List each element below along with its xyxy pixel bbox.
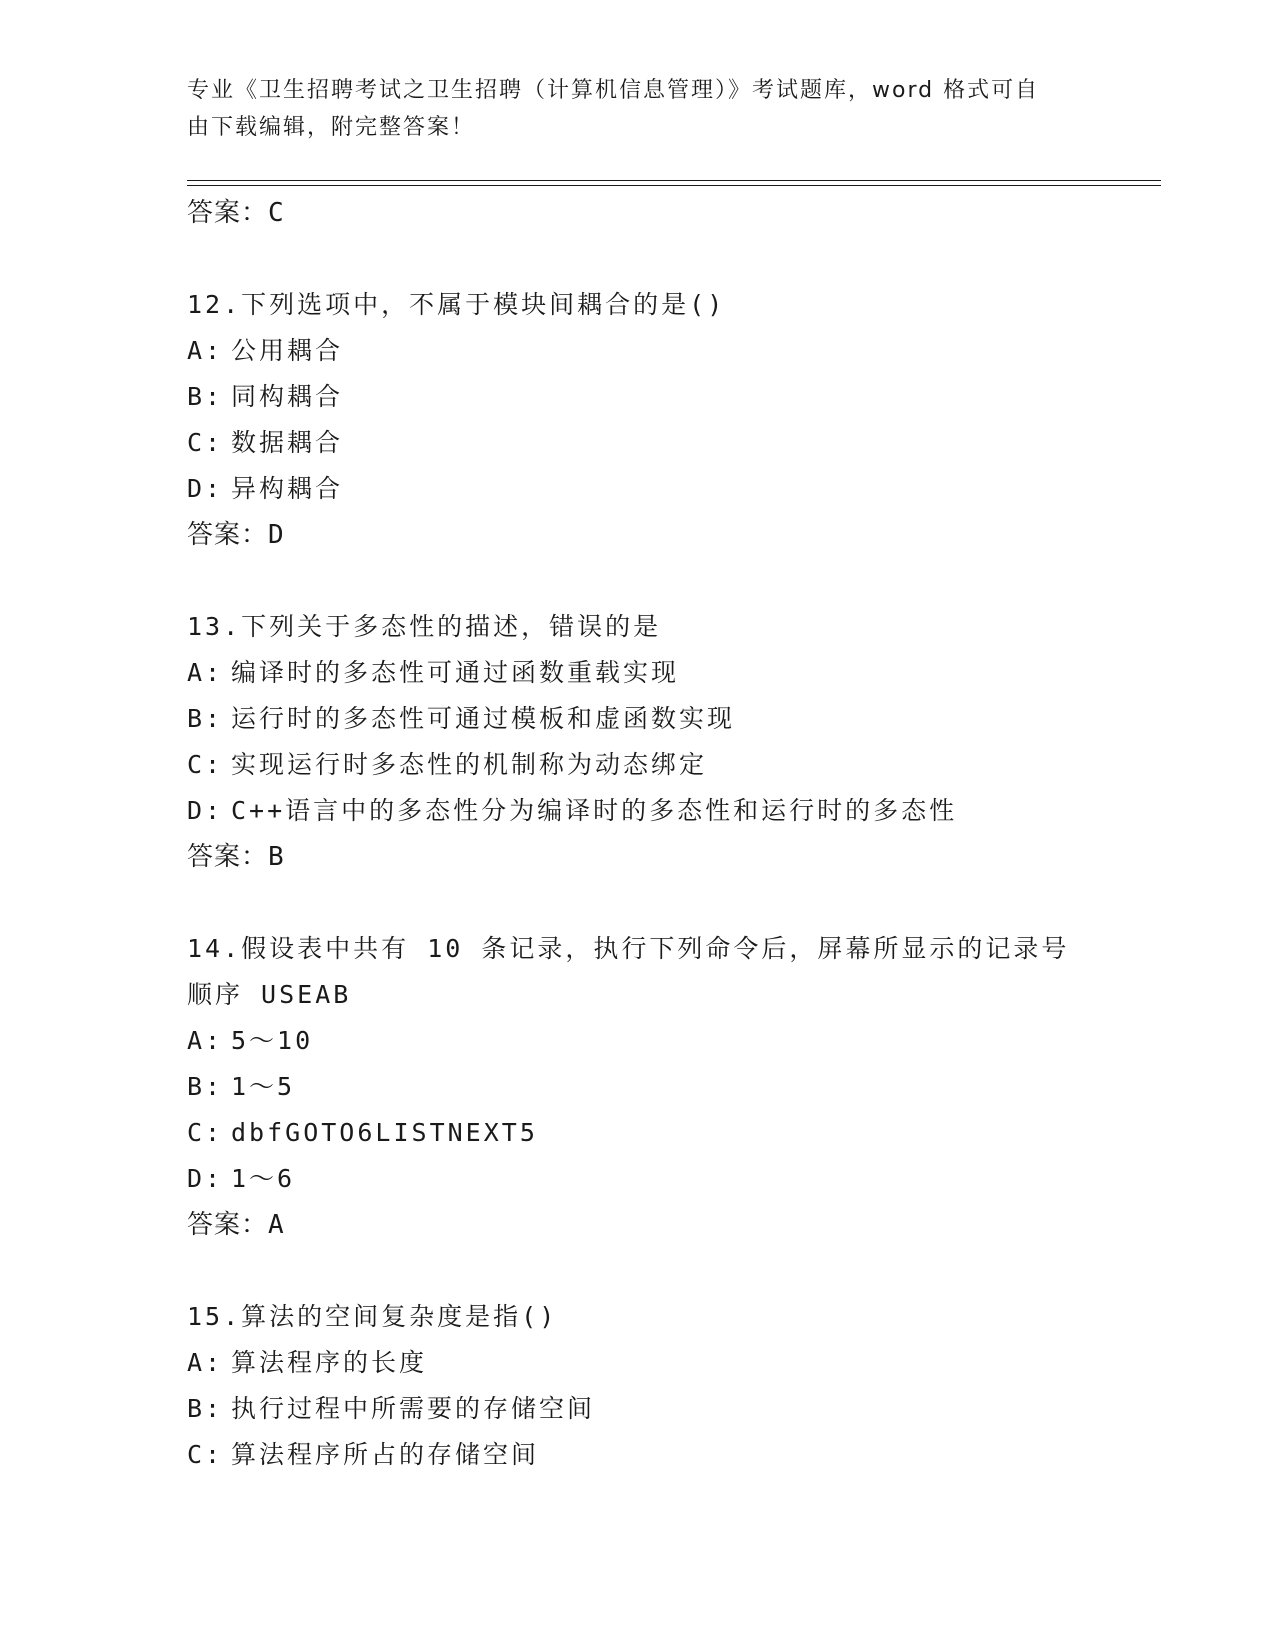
question-text: 14.假设表中共有 10 条记录，执行下列命令后，屏幕所显示的记录号 — [187, 934, 1070, 963]
answer-line — [187, 1202, 1157, 1248]
option-text: 实现运行时多态性的机制称为动态绑定 — [231, 750, 708, 779]
option-b — [187, 696, 1157, 742]
document-header — [187, 72, 1087, 146]
option-letter: B: — [187, 1394, 224, 1423]
option-c — [187, 1110, 1157, 1156]
option-letter: A: — [187, 336, 224, 365]
option-b — [187, 1386, 1157, 1432]
option-b — [187, 374, 1157, 420]
answer-value: D — [268, 520, 285, 550]
option-d — [187, 466, 1157, 512]
option-a — [187, 1018, 1157, 1064]
option-c — [187, 420, 1157, 466]
option-a — [187, 1340, 1157, 1386]
option-text: 同构耦合 — [231, 382, 344, 411]
option-letter: B: — [187, 704, 224, 733]
option-letter: C: — [187, 750, 224, 779]
answer-label: 答案： — [187, 842, 269, 872]
spacer — [187, 558, 1157, 604]
option-text: 1～5 — [231, 1072, 296, 1101]
option-text: C++语言中的多态性分为编译时的多态性和运行时的多态性 — [231, 796, 958, 825]
question-list — [187, 190, 1157, 1478]
option-c — [187, 742, 1157, 788]
answer-label: 答案： — [187, 1210, 269, 1240]
option-d — [187, 1156, 1157, 1202]
header-divider-top — [187, 180, 1161, 181]
answer-label: 答案： — [187, 520, 269, 550]
option-text: 异构耦合 — [231, 474, 344, 503]
option-letter: A: — [187, 1348, 224, 1377]
option-a — [187, 328, 1157, 374]
option-letter: D: — [187, 474, 224, 503]
option-text: 公用耦合 — [231, 336, 344, 365]
header-line-2: 由下载编辑，附完整答案！ — [187, 115, 476, 140]
option-text: 算法程序所占的存储空间 — [231, 1440, 540, 1469]
option-letter: A: — [187, 1026, 224, 1055]
answer-line — [187, 512, 1157, 558]
question-text: 15.算法的空间复杂度是指() — [187, 1302, 558, 1331]
option-letter: C: — [187, 1118, 224, 1147]
option-text: 5～10 — [231, 1026, 314, 1055]
option-text: 编译时的多态性可通过函数重载实现 — [231, 658, 680, 687]
option-text: 执行过程中所需要的存储空间 — [231, 1394, 596, 1423]
option-text: 1～6 — [231, 1164, 296, 1193]
header-divider-bottom — [187, 185, 1161, 186]
answer-label: 答案： — [187, 198, 269, 228]
option-b — [187, 1064, 1157, 1110]
option-text: 运行时的多态性可通过模板和虚函数实现 — [231, 704, 736, 733]
question-text: 12.下列选项中，不属于模块间耦合的是() — [187, 290, 726, 319]
option-letter: C: — [187, 428, 224, 457]
spacer — [187, 880, 1157, 926]
answer-value: B — [268, 842, 285, 872]
spacer — [187, 1248, 1157, 1294]
header-line-1: 专业《卫生招聘考试之卫生招聘（计算机信息管理）》考试题库，word 格式可自 — [187, 78, 1040, 103]
question-text: 13.下列关于多态性的描述，错误的是 — [187, 612, 662, 641]
option-letter: A: — [187, 658, 224, 687]
question-text-continued: 顺序 USEAB — [187, 980, 352, 1009]
option-letter: C: — [187, 1440, 224, 1469]
answer-value: A — [268, 1210, 285, 1240]
option-letter: B: — [187, 1072, 224, 1101]
answer-line — [187, 834, 1157, 880]
answer-value: C — [268, 198, 285, 228]
option-a — [187, 650, 1157, 696]
option-text: dbfGOTO6LISTNEXT5 — [231, 1118, 538, 1147]
option-text: 算法程序的长度 — [231, 1348, 428, 1377]
option-c — [187, 1432, 1157, 1478]
answer-line — [187, 190, 1157, 236]
spacer — [187, 236, 1157, 282]
option-letter: D: — [187, 1164, 224, 1193]
option-d — [187, 788, 1157, 834]
option-text: 数据耦合 — [231, 428, 344, 457]
option-letter: B: — [187, 382, 224, 411]
option-letter: D: — [187, 796, 224, 825]
